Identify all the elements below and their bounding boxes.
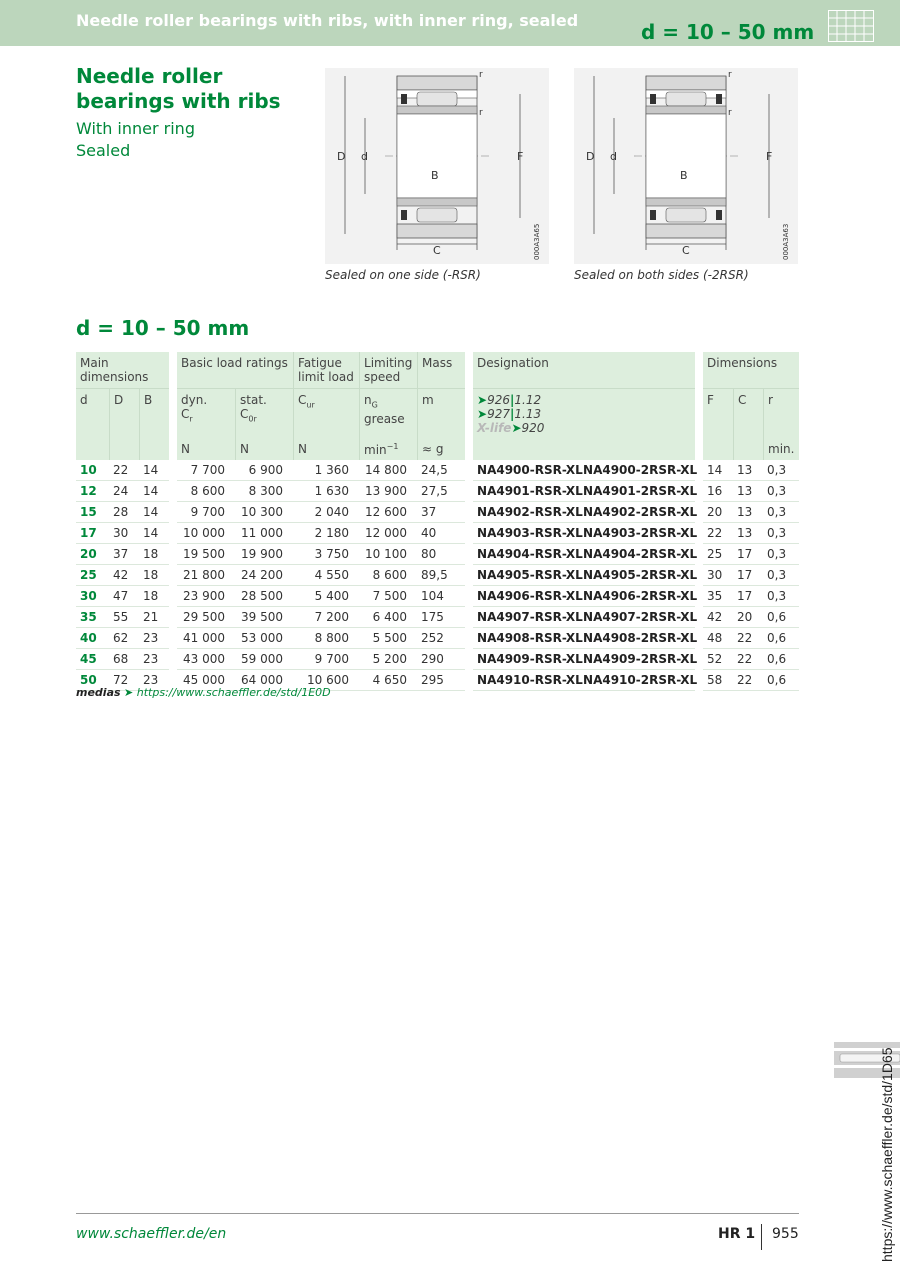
figure-caption-one-side: Sealed on one side (-RSR) xyxy=(325,268,481,282)
label-r-inner: r xyxy=(479,108,483,118)
cell-d: 45 xyxy=(76,649,109,670)
col-dyn: dyn. $C_r$ xyxy=(177,388,235,442)
cell-des1: NA4910-RSR-XL xyxy=(473,670,579,691)
figure-caption-both-sides: Sealed on both sides (-2RSR) xyxy=(574,268,749,282)
cell-C: 17 xyxy=(733,544,763,565)
label-D: D xyxy=(586,150,595,163)
label-F: F xyxy=(766,150,773,163)
footer-doc: HR 1 xyxy=(718,1226,756,1242)
group-basic-load: Basic load ratings xyxy=(177,352,293,388)
cell-d: 12 xyxy=(76,481,109,502)
cell-c0r: 6 900 xyxy=(235,460,293,481)
bearing-drawing-both-sides xyxy=(574,68,798,264)
cell-des1: NA4901-RSR-XL xyxy=(473,481,579,502)
cell-des2: NA4901-2RSR-XL xyxy=(579,481,695,502)
cell-cur: 2 180 xyxy=(293,523,359,544)
table-row xyxy=(76,628,799,649)
col-ng: $n_G$ grease xyxy=(359,388,417,442)
cell-c0r: 39 500 xyxy=(235,607,293,628)
cell-cur: 5 400 xyxy=(293,586,359,607)
cell-des2: NA4907-2RSR-XL xyxy=(579,607,695,628)
table-row xyxy=(76,649,799,670)
cell-D: 30 xyxy=(109,523,139,544)
unit-N: N xyxy=(293,442,359,460)
section-title: d = 10 – 50 mm xyxy=(76,316,250,340)
cell-F: 35 xyxy=(703,586,733,607)
cell-des1: NA4905-RSR-XL xyxy=(473,565,579,586)
cell-cur: 3 750 xyxy=(293,544,359,565)
cell-m: 24,5 xyxy=(417,460,465,481)
cell-cur: 10 600 xyxy=(293,670,359,691)
label-F: F xyxy=(517,150,524,163)
cell-ng: 6 400 xyxy=(359,607,417,628)
bearing-table xyxy=(76,352,799,691)
cell-D: 37 xyxy=(109,544,139,565)
cell-des1: NA4902-RSR-XL xyxy=(473,502,579,523)
cell-C: 13 xyxy=(733,523,763,544)
header-band xyxy=(0,0,900,46)
col-F: F xyxy=(703,388,733,442)
cell-r: 0,6 xyxy=(763,628,799,649)
label-r-outer: r xyxy=(479,70,483,80)
cell-F: 25 xyxy=(703,544,733,565)
cell-B: 23 xyxy=(139,649,169,670)
cell-D: 47 xyxy=(109,586,139,607)
cell-ng: 14 800 xyxy=(359,460,417,481)
cell-r: 0,3 xyxy=(763,460,799,481)
footer-url[interactable]: www.schaeffler.de/en xyxy=(76,1226,227,1242)
cell-m: 175 xyxy=(417,607,465,628)
drawing-code: 000A3A65 xyxy=(533,223,541,260)
designation-refs: ➤926|1.12 ➤927|1.13 X-life➤920 xyxy=(473,388,695,442)
arrow-icon: ➤ xyxy=(477,407,488,421)
cell-d: 40 xyxy=(76,628,109,649)
cell-cr: 8 600 xyxy=(177,481,235,502)
cell-cr: 21 800 xyxy=(177,565,235,586)
table-row xyxy=(76,586,799,607)
cell-C: 22 xyxy=(733,649,763,670)
cell-B: 14 xyxy=(139,481,169,502)
product-title: Needle roller bearings with ribs xyxy=(76,64,281,113)
cell-B: 18 xyxy=(139,544,169,565)
cell-cr: 29 500 xyxy=(177,607,235,628)
arrow-icon: ➤ xyxy=(511,421,522,435)
medias-url[interactable]: https://www.schaeffler.de/std/1E0D xyxy=(136,686,331,699)
cell-des2: NA4909-2RSR-XL xyxy=(579,649,695,670)
cell-d: 15 xyxy=(76,502,109,523)
cell-cr: 23 900 xyxy=(177,586,235,607)
cell-B: 23 xyxy=(139,628,169,649)
cell-F: 58 xyxy=(703,670,733,691)
table-body xyxy=(76,460,799,691)
cell-m: 295 xyxy=(417,670,465,691)
table-row xyxy=(76,607,799,628)
cell-D: 68 xyxy=(109,649,139,670)
footer-divider xyxy=(76,1213,799,1214)
cell-cur: 7 200 xyxy=(293,607,359,628)
cell-m: 104 xyxy=(417,586,465,607)
cell-c0r: 53 000 xyxy=(235,628,293,649)
cell-des1: NA4907-RSR-XL xyxy=(473,607,579,628)
table-row xyxy=(76,481,799,502)
header-title: Needle roller bearings with ribs, with inner ring, sealed xyxy=(76,11,579,30)
cell-D: 24 xyxy=(109,481,139,502)
cell-c0r: 8 300 xyxy=(235,481,293,502)
cell-des1: NA4904-RSR-XL xyxy=(473,544,579,565)
cell-F: 20 xyxy=(703,502,733,523)
cell-r: 0,3 xyxy=(763,586,799,607)
cell-c0r: 24 200 xyxy=(235,565,293,586)
cell-m: 37 xyxy=(417,502,465,523)
arrow-icon: ➤ xyxy=(124,686,134,699)
group-main-dimensions: Main dimensions xyxy=(76,352,169,388)
cell-D: 42 xyxy=(109,565,139,586)
cell-C: 22 xyxy=(733,628,763,649)
col-cur: $C_{ur}$ xyxy=(293,388,359,442)
cell-F: 52 xyxy=(703,649,733,670)
cell-C: 13 xyxy=(733,502,763,523)
cell-cur: 9 700 xyxy=(293,649,359,670)
table-row xyxy=(76,502,799,523)
cell-des1: NA4906-RSR-XL xyxy=(473,586,579,607)
cell-ng: 7 500 xyxy=(359,586,417,607)
cell-C: 22 xyxy=(733,670,763,691)
footer-separator xyxy=(761,1224,762,1250)
table-row xyxy=(76,523,799,544)
cell-r: 0,3 xyxy=(763,523,799,544)
cell-des2: NA4904-2RSR-XL xyxy=(579,544,695,565)
table-row xyxy=(76,460,799,481)
table-row xyxy=(76,565,799,586)
group-dimensions: Dimensions xyxy=(703,352,799,388)
cell-r: 0,6 xyxy=(763,670,799,691)
bearing-section-drawing xyxy=(325,68,549,264)
page-number: 955 xyxy=(772,1226,799,1242)
cell-des1: NA4908-RSR-XL xyxy=(473,628,579,649)
cell-des2: NA4910-2RSR-XL xyxy=(579,670,695,691)
col-r: r xyxy=(763,388,799,442)
table-units-header xyxy=(76,442,799,460)
cell-B: 14 xyxy=(139,460,169,481)
cell-m: 27,5 xyxy=(417,481,465,502)
cell-B: 18 xyxy=(139,565,169,586)
subtitle-line-1: With inner ring xyxy=(76,119,195,138)
label-d: d xyxy=(610,150,617,163)
cell-ng: 4 650 xyxy=(359,670,417,691)
cell-ng: 12 600 xyxy=(359,502,417,523)
unit-N: N xyxy=(177,442,235,460)
unit-rmin: min. xyxy=(763,442,799,460)
cell-ng: 12 000 xyxy=(359,523,417,544)
cell-d: 35 xyxy=(76,607,109,628)
cell-B: 14 xyxy=(139,502,169,523)
unit-min: $\min^{-1}$ xyxy=(359,442,417,460)
cell-B: 23 xyxy=(139,670,169,691)
header-range: d = 10 – 50 mm xyxy=(641,20,815,44)
cell-r: 0,3 xyxy=(763,544,799,565)
medias-link[interactable]: medias ➤ https://www.schaeffler.de/std/1E0D xyxy=(76,686,331,699)
cell-d: 50 xyxy=(76,670,109,691)
cell-C: 13 xyxy=(733,481,763,502)
cell-F: 16 xyxy=(703,481,733,502)
x-life-logo: X-life xyxy=(477,421,512,435)
cell-C: 17 xyxy=(733,565,763,586)
table-group-header xyxy=(76,352,799,388)
cell-r: 0,6 xyxy=(763,607,799,628)
cell-D: 28 xyxy=(109,502,139,523)
cell-cr: 7 700 xyxy=(177,460,235,481)
cell-c0r: 19 900 xyxy=(235,544,293,565)
cell-C: 17 xyxy=(733,586,763,607)
bearing-section-drawing xyxy=(574,68,798,264)
group-designation: Designation xyxy=(473,352,695,388)
cell-r: 0,3 xyxy=(763,502,799,523)
label-B: B xyxy=(431,169,439,182)
cell-des2: NA4908-2RSR-XL xyxy=(579,628,695,649)
cell-cr: 43 000 xyxy=(177,649,235,670)
cell-d: 30 xyxy=(76,586,109,607)
table-grid-icon xyxy=(828,10,874,42)
label-r-outer: r xyxy=(728,70,732,80)
col-d: d xyxy=(76,388,109,442)
cell-B: 18 xyxy=(139,586,169,607)
cell-F: 14 xyxy=(703,460,733,481)
cell-m: 40 xyxy=(417,523,465,544)
cell-r: 0,3 xyxy=(763,565,799,586)
cell-des2: NA4900-2RSR-XL xyxy=(579,460,695,481)
cell-d: 10 xyxy=(76,460,109,481)
col-B: B xyxy=(139,388,169,442)
cell-F: 22 xyxy=(703,523,733,544)
cell-D: 22 xyxy=(109,460,139,481)
cell-ng: 13 900 xyxy=(359,481,417,502)
cell-ng: 10 100 xyxy=(359,544,417,565)
cell-cr: 45 000 xyxy=(177,670,235,691)
cell-c0r: 10 300 xyxy=(235,502,293,523)
group-mass: Mass xyxy=(417,352,465,388)
cell-c0r: 11 000 xyxy=(235,523,293,544)
cell-d: 17 xyxy=(76,523,109,544)
cell-cur: 1 630 xyxy=(293,481,359,502)
cell-ng: 8 600 xyxy=(359,565,417,586)
col-m: m xyxy=(417,388,465,442)
cell-des2: NA4906-2RSR-XL xyxy=(579,586,695,607)
cell-des1: NA4903-RSR-XL xyxy=(473,523,579,544)
cell-ng: 5 500 xyxy=(359,628,417,649)
cell-F: 48 xyxy=(703,628,733,649)
cell-D: 62 xyxy=(109,628,139,649)
col-stat: stat. $C_{0r}$ xyxy=(235,388,293,442)
cell-r: 0,3 xyxy=(763,481,799,502)
cell-F: 42 xyxy=(703,607,733,628)
cell-des2: NA4903-2RSR-XL xyxy=(579,523,695,544)
cell-cr: 41 000 xyxy=(177,628,235,649)
cell-c0r: 59 000 xyxy=(235,649,293,670)
group-fatigue: Fatigue limit load xyxy=(293,352,359,388)
arrow-icon: ➤ xyxy=(477,393,488,407)
cell-c0r: 64 000 xyxy=(235,670,293,691)
cell-D: 55 xyxy=(109,607,139,628)
label-C: C xyxy=(433,244,441,257)
cell-des2: NA4902-2RSR-XL xyxy=(579,502,695,523)
cell-c0r: 28 500 xyxy=(235,586,293,607)
cell-cur: 2 040 xyxy=(293,502,359,523)
cell-C: 13 xyxy=(733,460,763,481)
cell-F: 30 xyxy=(703,565,733,586)
col-D: D xyxy=(109,388,139,442)
cell-D: 72 xyxy=(109,670,139,691)
label-D: D xyxy=(337,150,346,163)
cell-des1: NA4900-RSR-XL xyxy=(473,460,579,481)
cell-cur: 8 800 xyxy=(293,628,359,649)
label-d: d xyxy=(361,150,368,163)
cell-des1: NA4909-RSR-XL xyxy=(473,649,579,670)
cell-d: 25 xyxy=(76,565,109,586)
cell-cr: 10 000 xyxy=(177,523,235,544)
product-subtitle xyxy=(76,118,195,162)
cell-B: 21 xyxy=(139,607,169,628)
cell-cur: 4 550 xyxy=(293,565,359,586)
cell-B: 14 xyxy=(139,523,169,544)
drawing-code: 000A3A63 xyxy=(782,223,790,260)
label-C: C xyxy=(682,244,690,257)
cell-m: 89,5 xyxy=(417,565,465,586)
cell-cur: 1 360 xyxy=(293,460,359,481)
cell-m: 252 xyxy=(417,628,465,649)
cell-m: 290 xyxy=(417,649,465,670)
unit-g: ≈ g xyxy=(417,442,465,460)
cell-d: 20 xyxy=(76,544,109,565)
cell-m: 80 xyxy=(417,544,465,565)
cell-cr: 19 500 xyxy=(177,544,235,565)
table-sub-header xyxy=(76,388,799,442)
cell-cr: 9 700 xyxy=(177,502,235,523)
col-C: C xyxy=(733,388,763,442)
side-url[interactable]: https://www.schaeffler.de/std/1D65 xyxy=(879,1047,895,1262)
cell-ng: 5 200 xyxy=(359,649,417,670)
cell-C: 20 xyxy=(733,607,763,628)
label-r-inner: r xyxy=(728,108,732,118)
bearing-drawing-one-side xyxy=(325,68,549,264)
group-limiting: Limiting speed xyxy=(359,352,417,388)
cell-r: 0,6 xyxy=(763,649,799,670)
subtitle-line-2: Sealed xyxy=(76,141,131,160)
unit-N: N xyxy=(235,442,293,460)
table-row xyxy=(76,544,799,565)
label-B: B xyxy=(680,169,688,182)
cell-des2: NA4905-2RSR-XL xyxy=(579,565,695,586)
